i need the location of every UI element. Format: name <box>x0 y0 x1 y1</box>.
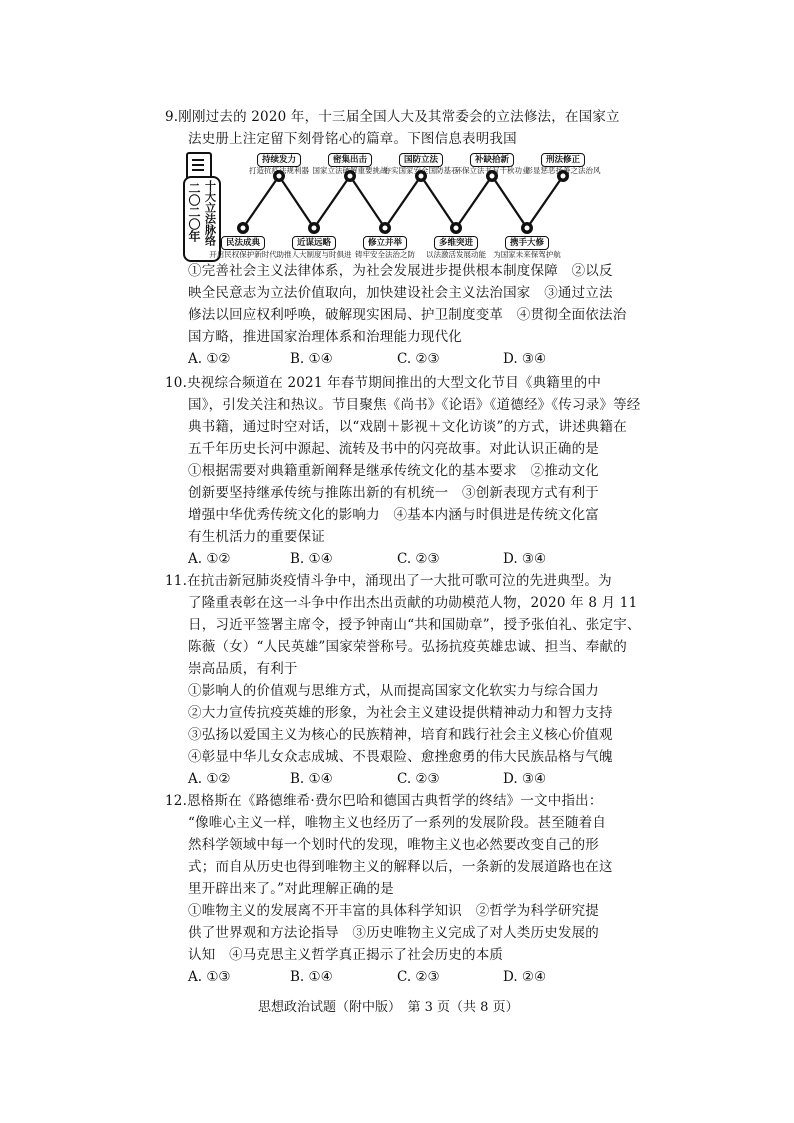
bottom-item-3-label: 修立并举 <box>363 236 407 250</box>
q12-line-6: ①唯物主义的发展离不开丰富的具体科学知识 ②哲学为科学研究提 <box>188 903 599 919</box>
diagram-year-text: 二〇二〇年 <box>187 182 201 242</box>
q11-option-b[interactable]: B. ①④ <box>290 771 333 787</box>
bottom-item-4-desc: 以法激活发展动能 <box>426 250 486 259</box>
q11-line-5: 崇高品质，有利于 <box>188 661 298 677</box>
zigzag-line <box>243 176 563 228</box>
q11-line-6: ①影响人的价值观与思维方式，从而提高国家文化软实力与综合国力 <box>188 683 599 699</box>
q11-line-4: 陈薇（女）“人民英雄”国家荣誉称号。弘扬抗疫英雄忠诚、担当、奉献的 <box>188 639 627 655</box>
q12-line-8: 认知 ④马克思主义哲学真正揭示了社会历史的本质 <box>188 947 504 963</box>
bottom-item-3-desc: 铸牢安全法治之防 <box>355 250 415 259</box>
q12-line-7: 供了世界观和方法论指导 ③历史唯物主义完成了对人类历史发展的 <box>188 925 599 941</box>
q10-line-6: 创新要坚持继承传统与推陈出新的有机统一 ③创新表现方式有利于 <box>188 485 599 501</box>
bottom-item-2-label: 近谋远略 <box>292 236 336 250</box>
top-item-3-label: 国防立法 <box>399 153 443 167</box>
q9-stem-line-2: 法史册上注定留下刻骨铭心的篇章。下图信息表明我国 <box>188 131 517 147</box>
q12-option-c[interactable]: C. ②③ <box>397 969 440 985</box>
bottom-item-5-label: 携手大修 <box>505 236 549 250</box>
bottom-item-5-desc: 为国家未来保驾护航 <box>493 250 561 259</box>
top-item-2-desc: 国家立法破解重要挑战 <box>312 166 388 175</box>
q10-option-d[interactable]: D. ③④ <box>503 551 547 567</box>
top-item-5-desc: 彰显惩恶扬善之法治风 <box>525 166 601 175</box>
q12-line-4: 式；而自从历史也得到唯物主义的解释以后，一条新的发展道路也在这 <box>188 859 613 875</box>
q9-body-line-2: 映全民意志为立法价值取向，加快建设社会主义法治国家 ③通过立法 <box>188 285 613 301</box>
top-item-1-label: 持续发力 <box>257 153 301 167</box>
q9-body-line-1: ①完善社会主义法律体系，为社会发展进步提供根本制度保障 ②以反 <box>188 263 613 279</box>
q9-stem-line-1: 9.刚刚过去的 2020 年，十三届全国人大及其常委会的立法修法，在国家立 <box>165 109 620 125</box>
q9-body-line-3: 修法以回应权利呼唤，破解现实困局、护卫制度变革 ④贯彻全面依法治 <box>188 307 627 323</box>
q10-line-2: 国》，引发关注和热议。节目聚焦《尚书》《论语》《道德经》《传习录》等经 <box>188 397 641 413</box>
q10-option-c[interactable]: C. ②③ <box>397 551 440 567</box>
diagram-heading-text: 十大立法脉络 <box>203 180 217 246</box>
q11-option-d[interactable]: D. ③④ <box>503 771 547 787</box>
q12-line-2: “像唯心主义一样，唯物主义也经历了一系列的发展阶段。甚至随着自 <box>188 815 607 831</box>
q10-line-7: 增强中华优秀传统文化的影响力 ④基本内涵与时俱进是传统文化富 <box>188 507 599 523</box>
page-footer: 思想政治试题（附中版） 第 3 页（共 8 页） <box>258 1000 519 1015</box>
q10-line-5: ①根据需要对典籍重新阐释是继承传统文化的基本要求 ②推动文化 <box>188 463 599 479</box>
q12-line-1: 12.恩格斯在《路德维希·费尔巴哈和德国古典哲学的终结》一文中指出： <box>165 793 603 809</box>
q11-line-8: ③弘扬以爱国主义为核心的民族精神，培育和践行社会主义核心价值观 <box>188 727 613 743</box>
q12-option-b[interactable]: B. ①④ <box>290 969 333 985</box>
q10-line-4: 五千年历史长河中源起、流转及书中的闪亮故事。对此认识正确的是 <box>188 441 599 457</box>
q10-line-3: 典书籍，通过时空对话，以“戏剧＋影视＋文化访谈”的方式，讲述典籍在 <box>188 419 627 435</box>
q9-option-a[interactable]: A. ①② <box>188 351 231 367</box>
q9-option-b[interactable]: B. ①④ <box>290 351 333 367</box>
top-item-1-desc: 打造抗疫法规利器 <box>249 166 309 175</box>
q9-option-d[interactable]: D. ③④ <box>503 351 547 367</box>
q11-option-a[interactable]: A. ①② <box>188 771 231 787</box>
q10-option-a[interactable]: A. ①② <box>188 551 231 567</box>
top-item-5-label: 刑法修正 <box>541 153 585 167</box>
q12-option-d[interactable]: D. ②④ <box>503 969 547 985</box>
q11-line-1: 11.在抗击新冠肺炎疫情斗争中，涌现出了一大批可歌可泣的先进典型。为 <box>165 573 612 589</box>
q9-option-c[interactable]: C. ②③ <box>397 351 440 367</box>
q12-option-a[interactable]: A. ①③ <box>188 969 231 985</box>
bottom-item-1-label: 民法成典 <box>221 236 265 250</box>
q9-body-line-4: 国方略，推进国家治理体系和治理能力现代化 <box>188 329 462 345</box>
legislation-timeline-diagram <box>180 152 600 262</box>
q10-line-1: 10.央视综合频道在 2021 年春节期间推出的大型文化节目《典籍里的中 <box>165 375 602 391</box>
q12-line-3: 然科学领域中每一个划时代的发现，唯物主义也必然要改变自己的形 <box>188 837 599 853</box>
q11-line-7: ②大力宣传抗疫英雄的形象，为社会主义建设提供精神动力和智力支持 <box>188 705 613 721</box>
q11-option-c[interactable]: C. ②③ <box>397 771 440 787</box>
top-item-4-label: 补缺拾新 <box>470 153 514 167</box>
q10-line-8: 有生机活力的重要保证 <box>188 529 325 545</box>
top-item-4-desc: 环保立法书写千秋功业 <box>454 166 530 175</box>
q12-line-5: 里开辟出来了。”对此理解正确的是 <box>188 881 394 897</box>
top-item-2-label: 密集出击 <box>328 153 372 167</box>
q10-option-b[interactable]: B. ①④ <box>290 551 333 567</box>
q11-line-3: 日，习近平签署主席令，授予钟南山“共和国勋章”，授予张伯礼、张定宇、 <box>188 617 641 633</box>
q11-line-9: ④彰显中华儿女众志成城、不畏艰险、愈挫愈勇的伟大民族品格与气魄 <box>188 749 613 765</box>
bottom-item-1-desc: 开启民权保护新时代 <box>209 250 277 259</box>
top-item-3-desc: 夯实国家安全国防基石 <box>383 166 459 175</box>
bottom-item-2-desc: 助推人大制度与时俱进 <box>276 250 352 259</box>
q11-line-2: 了隆重表彰在这一斗争中作出杰出贡献的功勋模范人物，2020 年 8 月 11 <box>188 595 638 611</box>
bottom-item-4-label: 多维突进 <box>434 236 478 250</box>
